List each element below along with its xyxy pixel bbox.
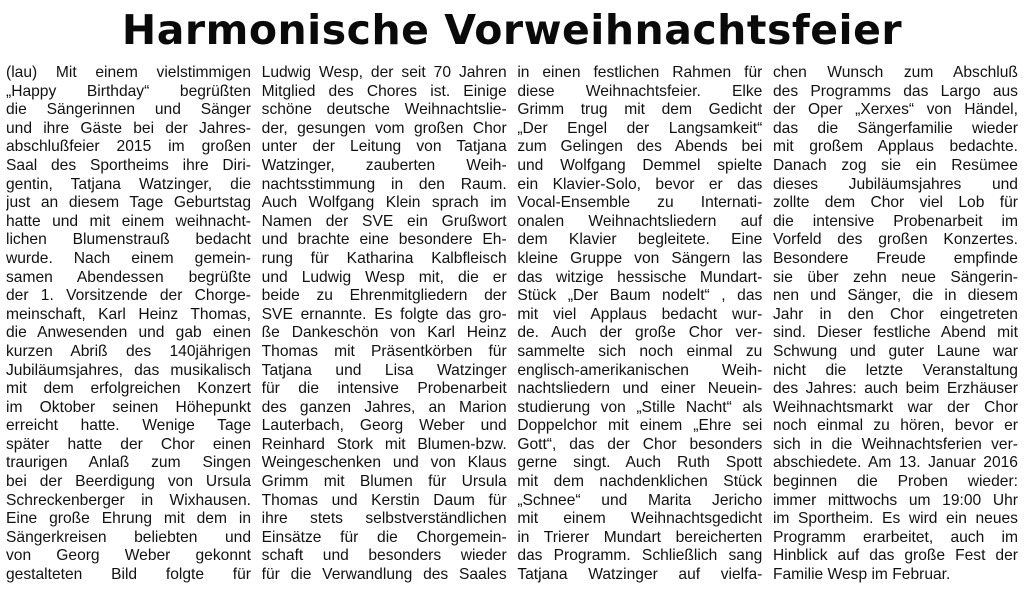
text-line: des Jahres: auch beim Erzhäuser [772,380,1018,398]
text-line: englisch-amerikanischen Weih- [517,361,763,379]
text-line: Programm erarbeitet, auch im [772,528,1018,546]
text-line: sammelte sich noch einmal zu [517,342,763,360]
text-line: Stück „Der Baum nodelt“ , das [517,287,763,305]
text-line: mit großem Applaus bedachte. [772,138,1018,156]
text-line: studierung von „Stille Nacht“ als [517,398,763,416]
text-line: Besondere Freude empfinde [772,249,1018,267]
text-line: im Oktober seinen Höhepunkt [6,398,251,416]
text-line: Mitglied des Chores ist. Einige [261,82,507,100]
text-line: Weingeschenken und von Klaus [261,454,507,472]
text-line: später hatte der Chor einen [6,435,251,453]
text-line: gestalteten Bild folgte für [6,566,251,584]
text-line: Vocal-Ensemble zu Internati- [517,194,763,212]
text-line: nachtsstimmung in den Raum. [261,175,507,193]
text-line: Eine große Ehrung mit dem in [6,510,251,528]
text-line: ein Klavier-Solo, bevor er das [517,175,763,193]
text-line: bei der Beerdigung von Ursula [6,473,251,491]
text-line: sie über zehn neue Sängerin- [772,268,1018,286]
text-line: das witzige hessische Mundart- [517,268,763,286]
text-line: nachtsliedern und einer Neuein- [517,380,763,398]
text-line: die Sängerinnen und Sänger [6,101,251,119]
text-line: Grimm trug mit dem Gedicht [517,101,763,119]
text-line: erreicht hatte. Wenige Tage [6,417,251,435]
text-line: Hinblick auf das große Fest der [772,547,1018,565]
text-line: gentin, Tatjana Watzinger, die [6,175,251,193]
text-column-3 [517,64,762,585]
text-line: Saal des Sportheims ihre Diri- [6,156,251,174]
text-line: Sängerkreisen beliebten und [6,528,251,546]
text-line: Weihnachtsmarkt war der Chor [772,398,1018,416]
text-line: just an diesem Tage Geburtstag [6,194,251,212]
text-line: noch einmal zu hören, bevor er [772,417,1018,435]
text-line: Schreckenberger in Wixhausen. [6,491,251,509]
text-line: de. Auch der große Chor ver- [517,324,763,342]
text-line: Watzinger, zauberten Weih- [261,156,507,174]
text-line: beginnen die Proben wieder: [772,473,1018,491]
text-line: schöne deutsche Weihnachtslie- [261,101,507,119]
text-line: das die Sängerfamilie wieder [772,119,1018,137]
text-line: Jahr in den Chor eingetreten [772,305,1018,323]
text-line: zum Gelingen des Abends bei [517,138,763,156]
text-line: samen Abendessen begrüßte [6,268,251,286]
text-line: Tatjana Watzinger auf vielfa- [517,566,763,584]
text-line: mit einem Weihnachtsgedicht [517,510,763,528]
text-line: Namen der SVE ein Grußwort [261,212,507,230]
text-line: für die Verwandlung des Saales [261,566,507,584]
text-line: traurigen Anlaß zum Singen [6,454,251,472]
text-line: Tatjana und Lisa Watzinger [261,361,507,379]
text-line: Einsätze für die Chorgemein- [261,528,507,546]
text-line: Jubiläumsjahres, das musikalisch [6,361,251,379]
text-line: für die intensive Probenarbeit [261,380,507,398]
text-line: der 1. Vorsitzende der Chorge- [6,287,251,305]
text-column-2 [262,64,507,585]
article-body [6,64,1018,585]
text-line: Grimm mit Blumen für Ursula [261,473,507,491]
text-line: Schwung und guter Laune war [772,342,1018,360]
text-line: nicht die letzte Veranstaltung [772,361,1018,379]
text-line: unter der Leitung von Tatjana [261,138,507,156]
text-line: des ganzen Jahres, an Marion [261,398,507,416]
text-line: Lauterbach, Georg Weber und [261,417,507,435]
text-line: Auch Wolfgang Klein sprach im [261,194,507,212]
text-line: chen Wunsch zum Abschluß [772,64,1018,81]
text-line: Thomas und Kerstin Daum für [261,491,507,509]
text-line: und Ludwig Wesp mit, die er [261,268,507,286]
text-line: die Anwesenden und gab einen [6,324,251,342]
text-line: diese Weihnachtsfeier. Elke [517,82,763,100]
text-line: dieses Jubiläumsjahres und [772,175,1018,193]
text-line: beide zu Ehrenmitgliedern der [261,287,507,305]
text-line: Ludwig Wesp, der seit 70 Jahren [261,64,507,81]
text-line: dem Klavier begleitete. Eine [517,231,763,249]
article-headline: Harmonische Vorweihnachtsfeier [121,6,903,54]
text-line: hatte und mit einem weihnacht- [6,212,251,230]
text-line: (lau) Mit einem vielstimmigen [6,64,251,81]
text-line: „Der Engel der Langsamkeit“ [517,119,763,137]
text-line: schaft und besonders wieder [261,547,507,565]
text-line: kurzen Abriß des 140jährigen [6,342,251,360]
text-column-4 [773,64,1018,585]
text-line: ße Dankeschön von Karl Heinz [261,324,507,342]
text-line: zollte dem Chor viel Lob für [772,194,1018,212]
text-line: und Wolfgang Demmel spielte [517,156,763,174]
text-line: nen und Sänger, die in diesem [772,287,1018,305]
text-line: der, gesungen vom großen Chor [261,119,507,137]
text-line: meinschaft, Karl Heinz Thomas, [6,305,251,323]
text-line: in einen festlichen Rahmen für [517,64,763,81]
text-line: abschiedete. Am 13. Januar 2016 [772,454,1018,472]
text-line: onalen Weihnachtsliedern auf [517,212,763,230]
text-line: Thomas mit Präsentkörben für [261,342,507,360]
text-line: abschlußfeier 2015 im großen [6,138,251,156]
text-line: SVE ernannte. Es folgte das gro- [261,305,507,323]
text-line: mit dem nachdenklichen Stück [517,473,763,491]
text-line: das Programm. Schließlich sang [517,547,763,565]
text-line: des Programms das Largo aus [772,82,1018,100]
text-line: sich in die Weihnachtsferien ver- [772,435,1018,453]
text-line: der Oper „Xerxes“ von Händel, [772,101,1018,119]
text-line: Familie Wesp im Februar. [772,566,951,584]
text-line: von Georg Weber gekonnt [6,547,251,565]
text-line: kleine Gruppe von Sängern las [517,249,763,267]
text-line: ihre stets selbstverständlichen [261,510,507,528]
text-line: Vorfeld des großen Konzertes. [772,231,1018,249]
text-column-1 [6,64,251,585]
text-line: im Sportheim. Es wird ein neues [772,510,1018,528]
text-line: lichen Blumenstrauß bedacht [6,231,251,249]
text-line: rung für Katharina Kalbfleisch [261,249,507,267]
text-line: Reinhard Stork mit Blumen-bzw. [261,435,507,453]
text-line: mit dem erfolgreichen Konzert [6,380,251,398]
text-line: die intensive Probenarbeit im [772,212,1018,230]
text-line: Danach zog sie ein Resümee [772,156,1018,174]
text-line: in Trierer Mundart bereicherten [517,528,763,546]
text-line: und ihre Gäste bei der Jahres- [6,119,251,137]
text-line: mit viel Applaus bedacht wur- [517,305,763,323]
text-line: Gott“, das der Chor besonders [517,435,763,453]
text-line: gerne singt. Auch Ruth Spott [517,454,763,472]
text-line: sind. Dieser festliche Abend mit [772,324,1018,342]
text-line: Doppelchor mit einem „Ehre sei [517,417,763,435]
text-line: immer mittwochs um 19:00 Uhr [772,491,1018,509]
text-line: und brachte eine besondere Eh- [261,231,507,249]
text-line: wurde. Nach einem gemein- [6,249,251,267]
text-line: „Happy Birthday“ begrüßten [6,82,251,100]
text-line: „Schnee“ und Marita Jericho [517,491,763,509]
